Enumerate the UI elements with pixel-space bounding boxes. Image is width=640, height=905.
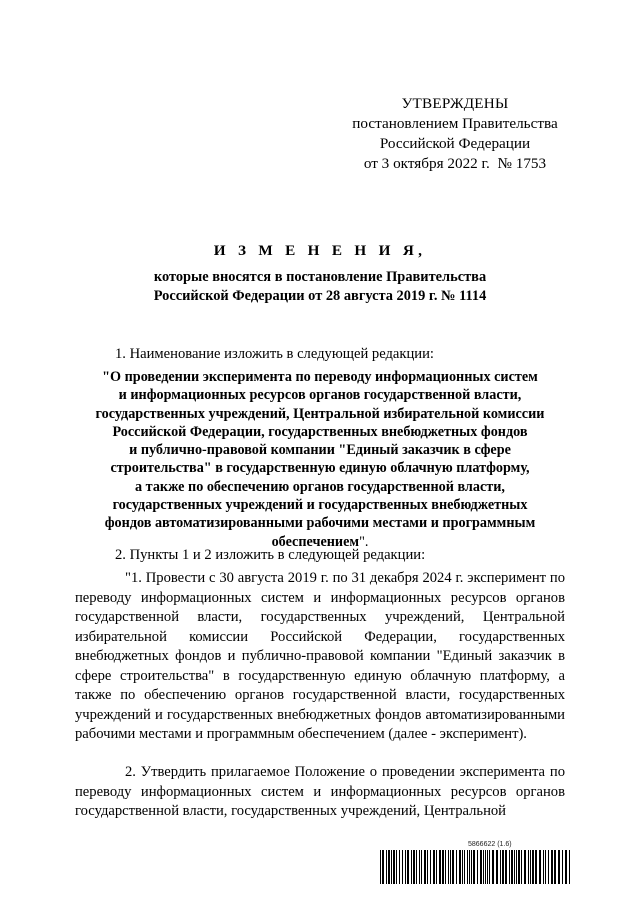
approval-line-3: от 3 октября 2022 г. № 1753 [363,155,547,172]
subtitle-line-2: Российской Федерации от 28 августа 2019 г. № 1114 [153,288,487,304]
approval-line-2: Российской Федерации [379,135,531,152]
new-title-line: и информационных ресурсов органов государственной власти, [118,387,522,404]
new-title-line: государственных учреждений и государственных внебюджетных [112,497,528,514]
new-title-block [75,368,565,551]
new-title-line: Российской Федерации, государственных внебюджетных фондов [112,423,528,440]
new-title-line: строительства" в государственную единую облачную платформу, [110,460,530,477]
new-title-line: а также по обеспечению органов государственной власти, [135,478,505,495]
paragraph-2: 2. Пункты 1 и 2 изложить в следующей редакции: [115,547,426,563]
subtitle-line-1: которые вносятся в постановление Правительства [153,269,487,285]
paragraph-1: 1. Наименование изложить в следующей редакции: [115,346,434,362]
barcode-image [380,850,570,884]
new-title-last-text: обеспечением [271,533,360,550]
approval-block [335,94,575,174]
new-title-line: "О проведении эксперимента по переводу информационных систем [102,369,538,385]
barcode-label: 5866622 (1.6) [468,841,512,848]
paragraph-3: "1. Провести с 30 августа 2019 г. по 31 декабря 2024 г. эксперимент по переводу информационных систем и информационных ресурсов органов государственной власти, государственных учреждений, Центральной избирательной комиссии Российской Федерации, государственных внебюджетных фондов и публично-правовой компании "Единый заказчик в сфере строительства" в государственную единую облачную платформу, а также по обеспечению органов государственной власти, государственных учреждений и государственных внебюджетных фондов автоматизированными рабочими местами и программным обеспечением (далее - эксперимент). [75,570,565,742]
document-subtitle [100,268,540,306]
new-title-closing: ". [359,533,369,550]
approval-line-1: постановлением Правительства [352,115,558,132]
approval-heading: УТВЕРЖДЕНЫ [401,95,509,112]
document-title: И З М Е Н Е Н И Я, [213,242,427,259]
new-title-line: фондов автоматизированными рабочими местами и программным [104,515,536,532]
barcode-block [380,841,570,887]
paragraph-4: 2. Утвердить прилагаемое Положение о проведении эксперимента по переводу информационных систем и информационных ресурсов органов государственной власти, государственных учреждений, Центральной [75,764,565,819]
new-title-line: государственных учреждений, Центральной избирательной комиссии [95,405,545,422]
new-title-line: и публично-правовой компании "Единый заказчик в сфере [129,442,511,459]
